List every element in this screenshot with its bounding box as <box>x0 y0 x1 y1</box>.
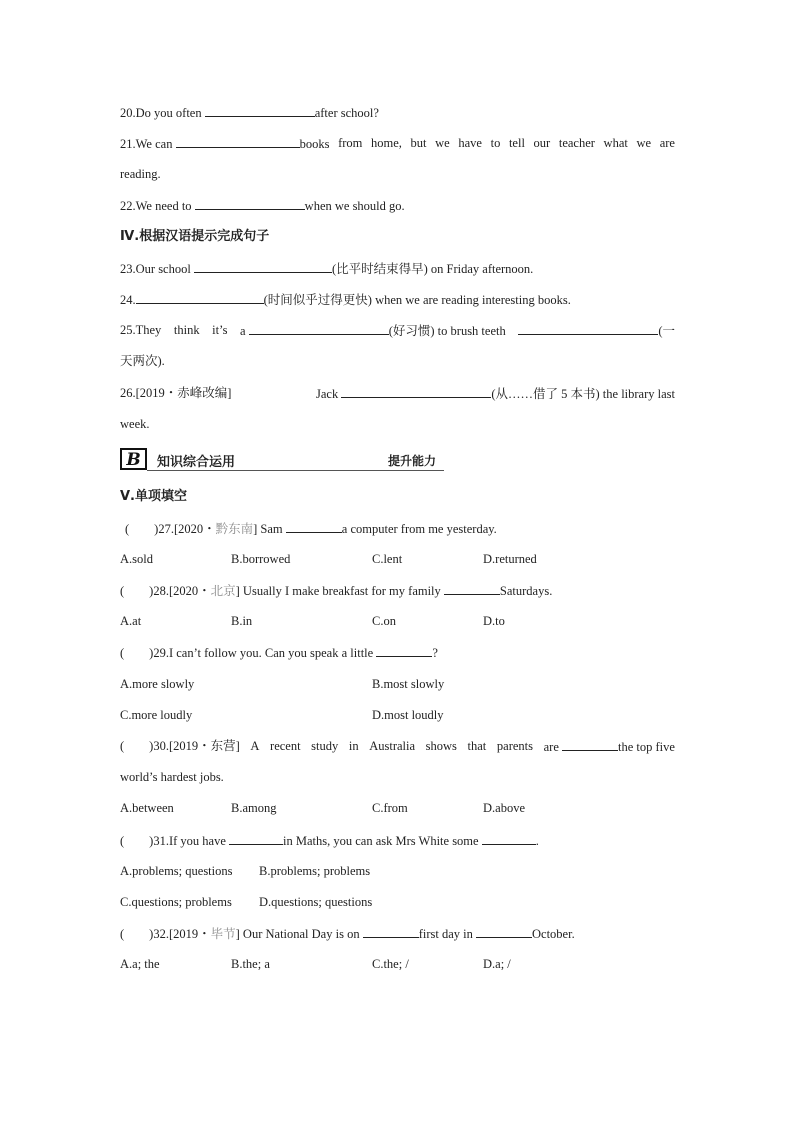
word: our <box>533 136 551 150</box>
b-badge-icon <box>120 448 147 470</box>
answer-blank[interactable] <box>176 135 300 148</box>
q25-continuation: 天两次). <box>120 354 165 368</box>
q32-options <box>0 956 794 972</box>
option-b[interactable]: B.problems; problems <box>259 864 371 878</box>
answer-paren[interactable]: ( ) <box>120 646 154 660</box>
answer-blank[interactable] <box>562 738 618 751</box>
answer-blank[interactable] <box>205 104 315 117</box>
word: teacher <box>558 136 595 150</box>
option-b[interactable]: B.among <box>231 801 277 815</box>
q29-options-row2 <box>0 707 794 723</box>
option-a[interactable]: A.more slowly <box>120 677 195 691</box>
word: tell <box>508 136 525 150</box>
q20-text: 20.Do you often <box>120 106 205 120</box>
answer-blank[interactable] <box>249 322 389 335</box>
q28-options <box>0 613 794 629</box>
question-23: 23.Our school (比平时结束得早) on Friday afternoon. <box>120 262 534 276</box>
answer-blank[interactable] <box>363 925 419 938</box>
word: in <box>348 739 359 753</box>
word: recent <box>270 739 301 753</box>
word: are <box>659 136 675 150</box>
question-30 <box>120 738 675 755</box>
option-d[interactable]: D.questions; questions <box>259 895 373 909</box>
option-c[interactable]: C.on <box>372 614 396 628</box>
word: what <box>603 136 628 150</box>
word: A <box>250 739 260 753</box>
option-c[interactable]: C.lent <box>372 552 403 566</box>
option-b[interactable]: B.borrowed <box>231 552 291 566</box>
section-v-heading: Ⅴ.单项填空 <box>120 489 187 504</box>
answer-paren[interactable]: ( ) <box>120 739 154 753</box>
q31-options-row1 <box>0 863 794 879</box>
q27-options <box>0 551 794 567</box>
word: Australia <box>369 739 416 753</box>
option-d[interactable]: D.to <box>483 614 505 628</box>
word: that <box>467 739 487 753</box>
q21-continuation: reading. <box>120 167 161 181</box>
word: think <box>173 323 200 337</box>
word: it’s <box>212 323 228 337</box>
answer-blank[interactable] <box>195 197 305 210</box>
section-banner <box>120 448 444 472</box>
option-c[interactable]: C.the; / <box>372 957 409 971</box>
word: we <box>636 136 652 150</box>
answer-blank[interactable] <box>444 582 500 595</box>
q25-start: 25.They <box>120 323 162 337</box>
q30-start: ( )30.[2019・东营] <box>120 739 240 753</box>
answer-blank[interactable] <box>518 322 658 335</box>
source-tag: 毕节 <box>210 927 236 941</box>
option-a[interactable]: A.a; the <box>120 957 160 971</box>
word: shows <box>425 739 457 753</box>
option-a[interactable]: A.problems; questions <box>120 864 233 878</box>
question-25 <box>120 322 675 339</box>
word: to <box>490 136 501 150</box>
source-tag: 北京 <box>210 584 236 598</box>
answer-blank[interactable] <box>341 385 491 398</box>
answer-blank[interactable] <box>229 832 283 845</box>
q30-end: are the top five <box>543 740 675 754</box>
question-21 <box>120 135 675 152</box>
option-a[interactable]: A.between <box>120 801 174 815</box>
q26-source: 26.[2019・赤峰改编] <box>120 386 232 400</box>
option-c[interactable]: C.questions; problems <box>120 895 232 909</box>
answer-paren[interactable]: ( ) <box>125 522 159 536</box>
q31-options-row2 <box>0 894 794 910</box>
answer-blank[interactable] <box>136 291 264 304</box>
word: have <box>458 136 482 150</box>
question-31: ( )31.If you have in Maths, you can ask Mrs White some . <box>120 834 539 848</box>
word: home, <box>371 136 402 150</box>
svg-text:B: B <box>126 450 141 470</box>
option-d[interactable]: D.returned <box>483 552 537 566</box>
question-22: 22.We need to when we should go. <box>120 199 405 213</box>
answer-blank[interactable] <box>476 925 532 938</box>
q26-continuation: week. <box>120 417 150 431</box>
banner-title: 知识综合运用 <box>157 455 236 470</box>
option-d[interactable]: D.above <box>483 801 525 815</box>
word: we <box>435 136 450 150</box>
question-24: 24. (时间似乎过得更快) when we are reading interesting books. <box>120 293 571 307</box>
option-c[interactable]: C.from <box>372 801 408 815</box>
banner-right-label: 提升能力 <box>388 454 437 468</box>
word: from <box>338 136 363 150</box>
option-a[interactable]: A.at <box>120 614 142 628</box>
question-20 <box>120 104 379 121</box>
option-b[interactable]: B.in <box>231 614 253 628</box>
word: parents <box>496 739 533 753</box>
q25-end: (一 <box>518 322 675 339</box>
answer-paren[interactable]: ( ) <box>120 834 154 848</box>
q21-start: 21.We can books <box>120 137 330 151</box>
option-b[interactable]: B.the; a <box>231 957 270 971</box>
q20-text-end: after school? <box>314 106 379 120</box>
question-32: ( )32.[2019・毕节] Our National Day is on first day in October. <box>120 927 575 941</box>
answer-blank[interactable] <box>482 832 536 845</box>
word: but <box>410 136 427 150</box>
option-a[interactable]: A.sold <box>120 552 153 566</box>
question-28: ( )28.[2020・北京] Usually I make breakfast for my family Saturdays. <box>120 584 553 598</box>
option-b[interactable]: B.most slowly <box>372 677 445 691</box>
option-c[interactable]: C.more loudly <box>120 708 193 722</box>
question-27: ( )27.[2020・黔东南] Sam a computer from me yesterday. <box>125 522 497 536</box>
word: study <box>311 739 339 753</box>
q30-continuation: world’s hardest jobs. <box>120 770 224 784</box>
answer-blank[interactable] <box>194 260 332 273</box>
answer-paren[interactable]: ( ) <box>120 584 154 598</box>
answer-blank[interactable] <box>286 520 342 533</box>
section-iv-heading: Ⅳ.根据汉语提示完成句子 <box>120 229 270 244</box>
option-d[interactable]: D.a; / <box>483 957 511 971</box>
option-d[interactable]: D.most loudly <box>372 708 444 722</box>
source-tag: 黔东南 <box>215 522 254 536</box>
q30-options <box>0 800 794 816</box>
answer-blank[interactable] <box>376 644 432 657</box>
question-29: ( )29.I can’t follow you. Can you speak a little ? <box>120 646 438 660</box>
q26-body: Jack (从……借了 5 本书) the library last <box>316 387 675 401</box>
question-26 <box>120 385 675 402</box>
answer-paren[interactable]: ( ) <box>120 927 154 941</box>
q25-mid: a (好习惯) to brush teeth <box>240 324 506 338</box>
q29-options-row1 <box>0 676 794 692</box>
banner-rule <box>147 470 444 471</box>
